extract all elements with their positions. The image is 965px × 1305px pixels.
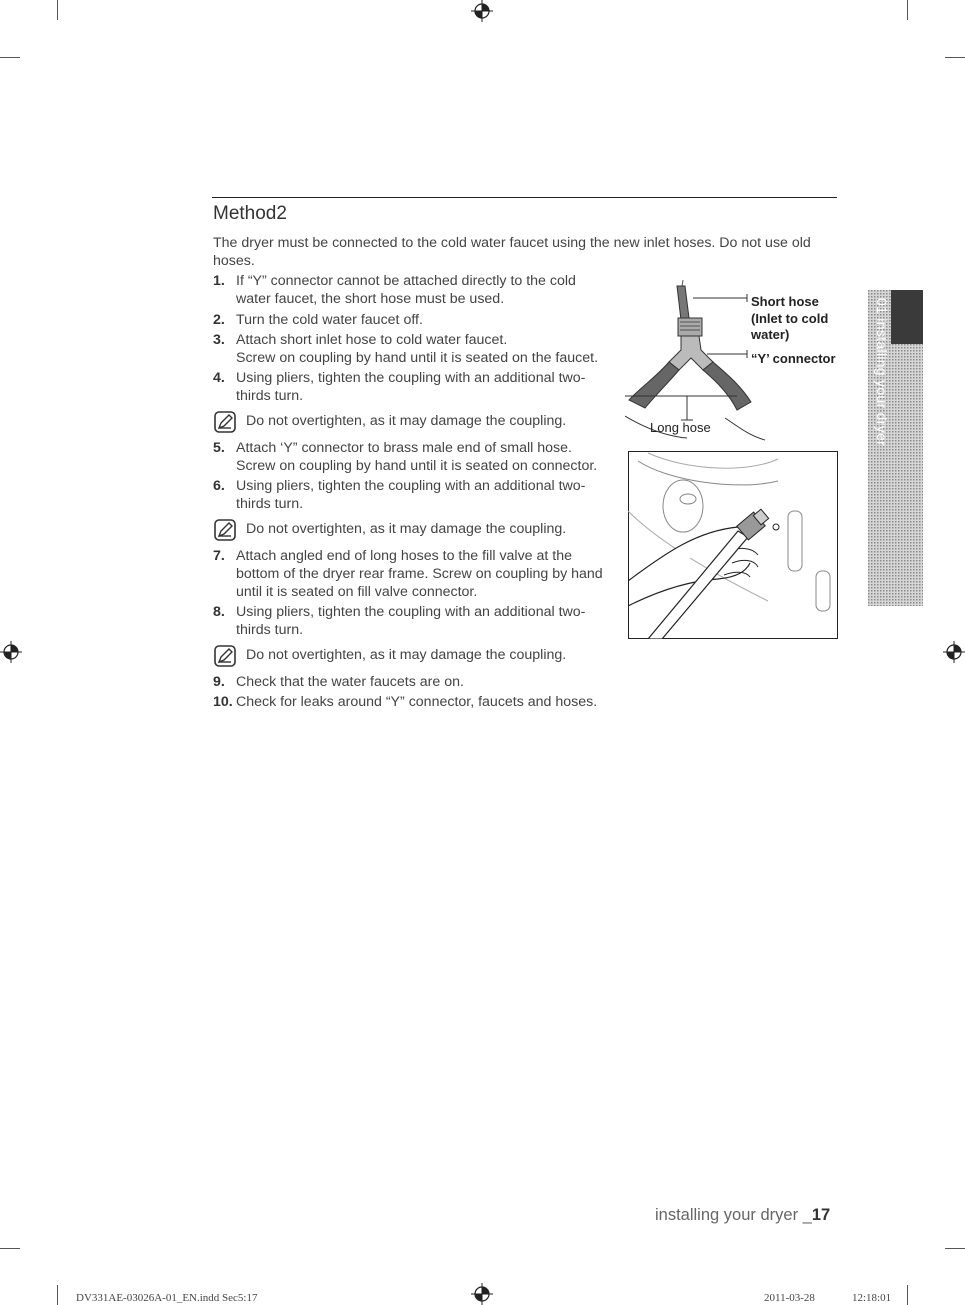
section-intro: The dryer must be connected to the cold water faucet using the new inlet hoses. Do not use old hoses. [213,235,811,269]
label-short-hose: Short hose [751,294,819,309]
step-text: Turn the cold water faucet off. [236,312,423,328]
step-text: If “Y” connector cannot be attached directly to the cold water faucet, the short hose must be used. [236,273,576,307]
y-connector-illustration [625,278,770,443]
page-footer [655,1206,830,1225]
crop-mark-top-left-h [0,57,20,58]
page-number: 17 [811,1206,831,1224]
label-long-hose: Long hose [650,420,711,435]
step-text: Using pliers, tighten the coupling with an additional two- thirds turn. [236,370,586,404]
slug-date: 2011-03-28 [764,1292,815,1304]
hose-attachment-illustration [628,451,838,639]
registration-mark-right [943,641,965,663]
note-text: Do not overtighten, as it may damage the coupling. [246,647,567,663]
note-pencil-icon [213,644,237,668]
step-text: Check for leaks around “Y” connector, faucets and hoses. [236,694,598,710]
crop-mark-bottom-left-v [57,1285,58,1305]
crop-mark-bottom-right-v [907,1285,908,1305]
step-text: Check that the water faucets are on. [236,674,464,690]
step-number: 4. [213,370,225,386]
step-number: 10. [213,694,233,710]
step-number: 1. [213,273,225,289]
chapter-tab-label: 01 installing your dryer [874,298,890,447]
label-inlet-cold-water: (Inlet to cold water) [751,311,829,342]
step-number: 8. [213,604,225,620]
label-y-connector: “Y’ connector [751,351,836,366]
slug-file: DV331AE-03026A-01_EN.indd Sec5:17 [76,1292,258,1304]
note-text: Do not overtighten, as it may damage the coupling. [246,413,567,429]
step-text: Using pliers, tighten the coupling with an additional two- thirds turn. [236,478,586,512]
step-text: Using pliers, tighten the coupling with an additional two- thirds turn. [236,604,586,638]
crop-mark-top-left-v [57,0,58,20]
step-number: 6. [213,478,225,494]
note-pencil-icon [213,518,237,542]
crop-mark-top-right-h [945,57,965,58]
crop-mark-top-right-v [907,0,908,20]
crop-mark-bottom-left-h [0,1248,20,1249]
section-title: Method2 [213,203,287,224]
footer-title: installing your dryer _ [655,1206,812,1224]
note-text: Do not overtighten, as it may damage the coupling. [246,521,567,537]
registration-mark-left [0,641,22,663]
step-number: 2. [213,312,225,328]
slug-time: 12:18:01 [852,1292,892,1304]
crop-mark-bottom-right-h [945,1248,965,1249]
step-number: 3. [213,332,225,348]
step-number: 9. [213,674,225,690]
note-pencil-icon [213,410,237,434]
step-number: 5. [213,440,225,456]
step-number: 7. [213,548,225,564]
registration-mark-top [471,0,493,22]
step-text: Attach angled end of long hoses to the fill valve at the bottom of the dryer rear frame. Screw on coupling by hand until it is seated on fill valve connector. [236,548,603,600]
step-text: Attach ‘Y” connector to brass male end of small hose. Screw on coupling by hand until it is seated on connector. [236,440,598,474]
registration-mark-bottom [471,1283,493,1305]
step-text: Attach short inlet hose to cold water faucet. Screw on coupling by hand until it is seated on the faucet. [236,332,599,366]
section-rule [212,197,837,198]
